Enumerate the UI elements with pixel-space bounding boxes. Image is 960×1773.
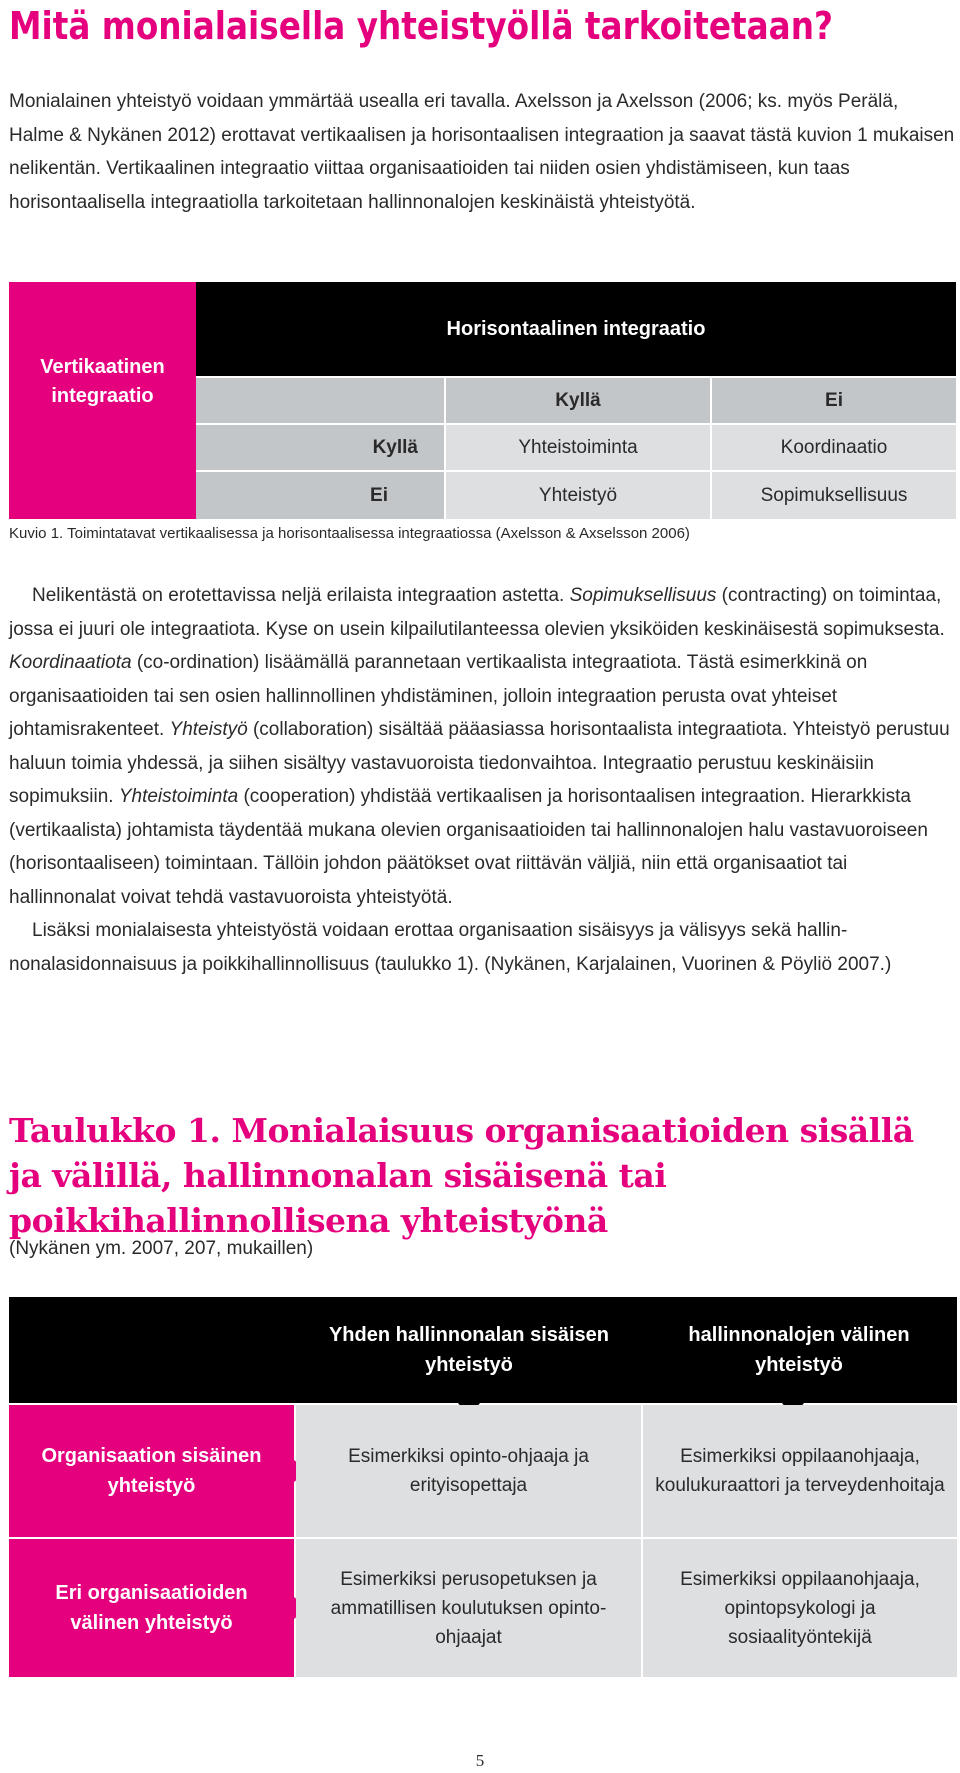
cell-coordination: Koordinaatio bbox=[712, 425, 956, 470]
row-label-no: Ei bbox=[196, 472, 444, 519]
cell-cooperation: Yhteistoiminta bbox=[446, 425, 710, 470]
intro-paragraph: Monialainen yhteistyö voidaan ymmärtää usealla eri tavalla. Axelsson ja Axelsson (2006; ks. myös Perälä, Halme & Nykänen 2012) erottavat vertikaalisen ja horisontaalisen integraation ja saavat tästä kuvion 1 mukaisen nelikentän. Vertikaalinen integraatio viittaa organisaatioiden tai niiden osien yhdistämiseen, kun taas horisontaalisella integraatiolla tarkoitetaan hallinnonalojen keskinäistä yhteistyötä. bbox=[9, 91, 955, 213]
row-header-between-orgs: Eri organisaatioiden välinen yhteistyö bbox=[9, 1539, 294, 1677]
page-number: 5 bbox=[475, 1751, 485, 1770]
row-header-internal: Organisaation sisäinen yhteistyö bbox=[9, 1405, 294, 1537]
page-title: Mitä monialaisella yhteistyöllä tarkoitetaan? bbox=[9, 4, 833, 48]
col-label-yes: Kyllä bbox=[446, 378, 710, 423]
vertical-integration-header: Vertikaatinen integraatio bbox=[9, 282, 196, 519]
cell-between-between: Esimerkiksi oppilaanohjaaja, opintopsykologi ja sosiaalityöntekijä bbox=[643, 1539, 957, 1677]
term-cooperation: Yhteistoiminta bbox=[118, 786, 239, 807]
col-label-no: Ei bbox=[712, 378, 956, 423]
row-label-yes: Kyllä bbox=[196, 425, 444, 470]
matrix-corner bbox=[196, 378, 444, 423]
body-paragraphs bbox=[9, 579, 955, 981]
cell-internal-within: Esimerkiksi opinto-ohjaaja ja erityisopettaja bbox=[296, 1405, 641, 1537]
term-coordination: Koordinaatiota bbox=[9, 652, 132, 673]
cell-internal-between: Esimerkiksi oppilaanohjaaja, koulukuraattori ja terveydenhoitaja bbox=[643, 1405, 957, 1537]
cell-contracting: Sopimuksellisuus bbox=[712, 472, 956, 519]
paragraph-3: Lisäksi monialaisesta yhteistyöstä voidaan erottaa organisaation sisäisyys ja välisyys sekä hallinnonalasidonnaisuus ja poikkihallinnollisuus (taulukko 1). (Nykänen, Karjalainen, Vuorinen & Pöyliö 2007.) bbox=[9, 920, 892, 975]
figure-1-caption: Kuvio 1. Toimintatavat vertikaalisessa ja horisontaalisessa integraatiossa (Axelsson & Axselsson 2006) bbox=[9, 525, 690, 542]
table-1-subtitle: (Nykänen ym. 2007, 207, mukaillen) bbox=[9, 1238, 314, 1259]
paragraph-2: Nelikentästä on erotettavissa neljä erilaista integraation astetta. Sopimuksellisuus (contracting) on toimintaa, jossa ei juuri ole integraatiota. Kyse on usein kilpailutilanteessa olevien yksiköiden keskinäisestä sopimuksesta. Koordinaatiota (co-ordination) lisäämällä parannetaan vertikaalista integraatiota. Tästä esimerkkinä on organisaatioiden tai sen osien hallinnollinen yhdistäminen, jolloin integraation perusta ovat yhteiset johtamisrakenteet. Yhteistyö (collaboration) sisältää pääasiassa horisontaalista integraatiota. Yhteistyö perustuu haluun toimia yhdessä, ja siihen sisältyy vastavuoroista tiedonvaihtoa. Integraatio perustuu keskinäisiin sopimuksiin. Yhteistoiminta (cooperation) yhdistää vertikaalisen ja horisontaalisen integraation. Hierarkkista (vertikaalista) johtamista täydentää mukana olevien organisaatioiden tai hallinnonalojen halu vastavuoroiseen (horisontaaliseen) toimintaan. Tällöin johdon päätökset ovat riittävän väljiä, niin että organisaatiot tai hallinnonalat voivat tehdä vastavuoroista yhteistyötä. bbox=[9, 585, 950, 908]
col-header-within-sector: Yhden hallinnonalan sisäisen yhteistyö bbox=[328, 1324, 610, 1376]
horizontal-integration-header: Horisontaalinen integraatio bbox=[196, 282, 956, 376]
term-collaboration: Yhteistyö bbox=[169, 719, 248, 740]
table-1 bbox=[9, 1297, 957, 1677]
col-header-between-sectors: hallinnonalojen välinen yhteistyö bbox=[688, 1324, 910, 1376]
cell-collaboration: Yhteistyö bbox=[446, 472, 710, 519]
cell-between-within: Esimerkiksi perusopetuksen ja ammatillisen koulutuksen opinto-ohjaajat bbox=[296, 1539, 641, 1677]
term-contracting: Sopimuksellisuus bbox=[569, 585, 717, 606]
table-1-title: Taulukko 1. Monialaisuus organisaatioiden sisällä ja välillä, hallinnonalan sisäisenä tai poikkihallinnollisena yhteistyönä bbox=[9, 1111, 914, 1240]
figure-1-matrix bbox=[9, 282, 956, 519]
